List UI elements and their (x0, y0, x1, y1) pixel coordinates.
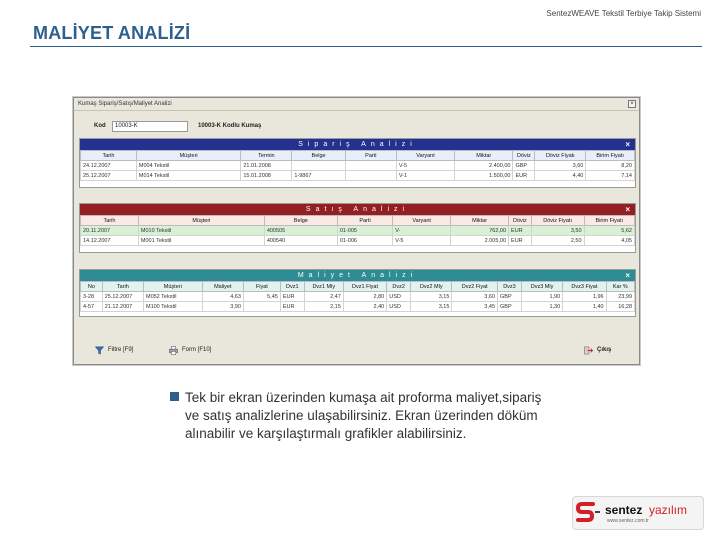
column-header[interactable]: Döviz (513, 151, 535, 161)
table-cell: M052 Tekstil (143, 292, 202, 302)
maliyet-header-row (81, 282, 635, 292)
table-cell (243, 302, 280, 312)
table-cell: 3,15 (411, 292, 452, 302)
table-cell: 23,99 (606, 292, 634, 302)
satis-panel-header (80, 204, 635, 215)
table-cell: 3,90 (202, 302, 243, 312)
table-row[interactable] (81, 161, 635, 171)
exit-button-label: Çıkış (597, 347, 612, 353)
table-cell: 3,60 (535, 161, 586, 171)
exit-icon (584, 346, 593, 355)
form-button-label: Form [F10] (182, 347, 212, 353)
table-cell: 1.500,00 (455, 171, 513, 181)
logo-brand-suffix: yazılım (649, 503, 688, 517)
table-row[interactable] (81, 171, 635, 181)
satis-table (80, 215, 635, 252)
bullet-square-icon (170, 392, 179, 401)
maliyet-table (80, 281, 635, 316)
table-cell: 2.005,00 (451, 236, 509, 246)
table-cell: 01-006 (337, 236, 392, 246)
table-cell: 1,96 (563, 292, 606, 302)
table-cell: 3,45 (452, 302, 498, 312)
table-cell: 20.11.2007 (81, 226, 139, 236)
column-header[interactable]: Varyant (396, 151, 454, 161)
empty-row (81, 181, 635, 187)
table-cell: GBP (498, 292, 522, 302)
table-cell: V- (393, 226, 451, 236)
table-cell: 2.400,00 (455, 161, 513, 171)
table-cell (345, 171, 396, 181)
bottom-toolbar (79, 342, 636, 358)
table-cell: 4,40 (535, 171, 586, 181)
table-row[interactable] (81, 236, 635, 246)
column-header[interactable]: Belge (292, 151, 345, 161)
column-header[interactable]: Döviz (509, 216, 532, 226)
table-cell (292, 161, 345, 171)
table-cell: 3,50 (531, 226, 584, 236)
table-cell: USD (387, 292, 411, 302)
table-cell: 2,40 (343, 302, 386, 312)
window-title: Kumaş Sipariş/Satış/Maliyet Analizi (78, 101, 172, 107)
table-cell: 4,05 (584, 236, 634, 246)
table-cell: 25.12.2007 (81, 171, 137, 181)
table-cell: 01-005 (337, 226, 392, 236)
table-row[interactable] (81, 292, 635, 302)
column-header[interactable]: Tarih (102, 282, 143, 292)
sentez-logo (572, 496, 704, 530)
funnel-icon (95, 346, 104, 355)
column-header[interactable]: Dvz1 Fiyat (343, 282, 386, 292)
column-header[interactable]: Miktar (451, 216, 509, 226)
column-header[interactable]: Dvz1 (280, 282, 304, 292)
kod-row (94, 121, 261, 132)
satis-panel (79, 203, 636, 253)
table-cell: 3,60 (452, 292, 498, 302)
siparis-table (80, 150, 635, 187)
maliyet-panel-header (80, 270, 635, 281)
siparis-panel-title: Sipariş Analizi (298, 141, 417, 148)
table-cell: 762,00 (451, 226, 509, 236)
title-divider (30, 46, 702, 47)
column-header[interactable]: Miktar (455, 151, 513, 161)
table-cell: 4,63 (202, 292, 243, 302)
table-cell: 5,62 (584, 226, 634, 236)
table-cell: 3-28 (81, 292, 103, 302)
table-cell: M004 Tekstil (136, 161, 240, 171)
table-cell: 8,20 (586, 161, 635, 171)
table-cell: 1,40 (563, 302, 606, 312)
table-cell: 2,80 (343, 292, 386, 302)
table-cell (345, 161, 396, 171)
column-header[interactable]: Parti (337, 216, 392, 226)
table-cell: 1,30 (521, 302, 562, 312)
maliyet-close-button[interactable]: × (625, 271, 630, 280)
table-cell: EUR (280, 302, 304, 312)
empty-row (81, 312, 635, 316)
kod-input[interactable]: 10003-K (112, 121, 188, 132)
column-header[interactable]: Tarih (81, 151, 137, 161)
table-cell: EUR (509, 226, 532, 236)
filter-button[interactable] (95, 345, 133, 355)
table-row[interactable] (81, 302, 635, 312)
table-cell: M010 Tekstil (138, 226, 264, 236)
column-header[interactable]: Maliyet (202, 282, 243, 292)
column-header[interactable]: Belge (264, 216, 337, 226)
description-bullet (173, 389, 553, 443)
siparis-panel (79, 138, 636, 188)
kod-description: 10003-K Kodlu Kumaş (198, 123, 262, 129)
description-text: Tek bir ekran üzerinden kumaşa ait proforma maliyet,sipariş ve satış analizlerine ulaşabilirsiniz. Ekran üzerinden döküm alınabilir ve karşılaştırmalı grafikler alabilirsiniz. (185, 390, 542, 441)
table-cell: 16,28 (606, 302, 634, 312)
satis-close-button[interactable]: × (625, 205, 630, 214)
column-header[interactable]: Döviz Fiyatı (535, 151, 586, 161)
column-header[interactable]: Dvz2 Mly (411, 282, 452, 292)
table-cell: 21.01.2008 (241, 161, 292, 171)
column-header[interactable]: Dvz1 Mly (304, 282, 343, 292)
table-cell: 7,14 (586, 171, 635, 181)
column-header[interactable]: Dvz3 Mly (521, 282, 562, 292)
empty-row (81, 246, 635, 252)
printer-icon (169, 346, 178, 355)
slide-title: MALİYET ANALİZİ (33, 23, 191, 43)
column-header[interactable]: Dvz3 (498, 282, 522, 292)
table-cell: V-5 (393, 236, 451, 246)
table-cell: 1,90 (521, 292, 562, 302)
column-header[interactable]: Dvz3 Fiyat (563, 282, 606, 292)
column-header[interactable]: Müşteri (143, 282, 202, 292)
table-cell: GBP (498, 302, 522, 312)
filter-button-label: Filtre [F9] (108, 347, 134, 353)
table-cell: V-1 (396, 171, 454, 181)
satis-header-row (81, 216, 635, 226)
column-header[interactable]: Müşteri (138, 216, 264, 226)
analysis-window (73, 97, 640, 365)
satis-panel-title: Satış Analizi (305, 206, 410, 213)
table-cell: 14.12.2007 (81, 236, 139, 246)
column-header[interactable]: Fiyat (243, 282, 280, 292)
table-cell: EUR (280, 292, 304, 302)
table-cell: 5,45 (243, 292, 280, 302)
table-cell: 25.12.2007 (102, 292, 143, 302)
siparis-close-button[interactable]: × (625, 140, 630, 149)
table-cell: 4-57 (81, 302, 103, 312)
table-cell: 3,15 (411, 302, 452, 312)
table-cell: M014 Tekstil (136, 171, 240, 181)
table-cell: M100 Tekstil (143, 302, 202, 312)
siparis-panel-header (80, 139, 635, 150)
siparis-header-row (81, 151, 635, 161)
logo-url: www.sentez.com.tr (607, 518, 649, 524)
table-cell: EUR (513, 171, 535, 181)
table-cell: 15.01.2008 (241, 171, 292, 181)
kod-label: Kod (94, 123, 106, 129)
column-header[interactable]: Kar % (606, 282, 634, 292)
column-header[interactable]: Parti (345, 151, 396, 161)
table-cell: EUR (509, 236, 532, 246)
slide-subtitle: SentezWEAVE Tekstil Terbiye Takip Sistemi (546, 9, 701, 18)
maliyet-panel (79, 269, 636, 317)
table-cell: USD (387, 302, 411, 312)
form-button[interactable] (169, 345, 211, 355)
table-cell: M001 Tekstil (138, 236, 264, 246)
table-cell: 1-9867 (292, 171, 345, 181)
table-cell: V-5 (396, 161, 454, 171)
logo-brand: sentez (605, 503, 643, 517)
table-cell: GBP (513, 161, 535, 171)
table-cell: 400540 (264, 236, 337, 246)
column-header[interactable]: No (81, 282, 103, 292)
column-header[interactable]: Dvz2 Fiyat (452, 282, 498, 292)
table-cell: 2,47 (304, 292, 343, 302)
table-cell: 21.12.2007 (102, 302, 143, 312)
table-cell: 2,15 (304, 302, 343, 312)
column-header[interactable]: Termin (241, 151, 292, 161)
column-header[interactable]: Tarih (81, 216, 139, 226)
column-header[interactable]: Birim Fiyatı (586, 151, 635, 161)
maliyet-panel-title: Maliyet Analizi (297, 272, 418, 279)
column-header[interactable]: Varyant (393, 216, 451, 226)
table-cell: 400505 (264, 226, 337, 236)
exit-button[interactable] (584, 345, 611, 355)
column-header[interactable]: Müşteri (136, 151, 240, 161)
table-row[interactable] (81, 226, 635, 236)
window-close-button[interactable]: × (628, 100, 636, 108)
column-header[interactable]: Döviz Fiyatı (531, 216, 584, 226)
column-header[interactable]: Dvz2 (387, 282, 411, 292)
column-header[interactable]: Birim Fiyatı (584, 216, 634, 226)
table-cell: 2,50 (531, 236, 584, 246)
window-titlebar (74, 98, 639, 111)
table-cell: 24.12.2007 (81, 161, 137, 171)
